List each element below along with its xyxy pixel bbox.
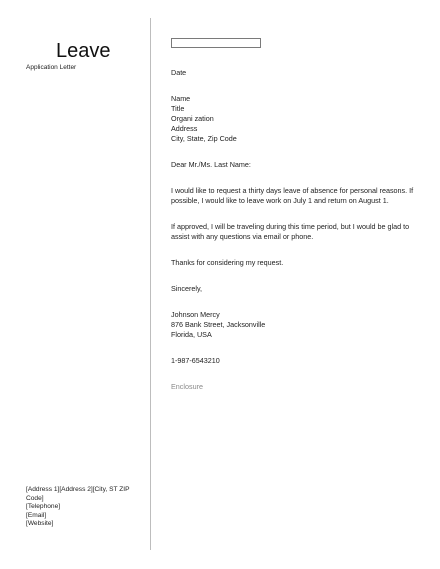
contact-telephone[interactable]: [Telephone] [26,503,61,511]
paragraph-request[interactable]: I would like to request a thirty days leave of absence for personal reasons. If possible, I would like to leave work on July 1 and return on August 1. [171,186,414,205]
recipient-organization[interactable]: Organi zation [171,114,214,123]
paragraph-thanks[interactable]: Thanks for considering my request. [171,258,284,267]
sidebar [0,0,150,569]
vertical-divider [150,18,151,550]
contact-block [26,486,138,529]
recipient-name[interactable]: Name [171,94,191,103]
date-line[interactable]: Date [171,68,187,77]
contact-email[interactable]: [Email] [26,511,47,519]
sender-street[interactable]: 876 Bank Street, Jacksonville [171,320,266,329]
letter-body [171,38,419,408]
salutation[interactable]: Dear Mr./Ms. Last Name: [171,160,251,169]
closing[interactable]: Sincerely, [171,284,203,293]
sender-city-country[interactable]: Florida, USA [171,330,212,339]
sender-phone[interactable]: 1-987-6543210 [171,356,220,365]
contact-website[interactable]: [Website] [26,520,54,528]
contact-address[interactable]: [Address 1][Address 2][City, ST ZIP Code] [26,486,130,502]
recipient-address[interactable]: Address [171,124,198,133]
document-title: Leave [56,40,111,62]
sender-block [171,310,419,340]
sender-name[interactable]: Johnson Mercy [171,310,220,319]
document-subtitle: Application Letter [26,64,77,71]
recipient-title[interactable]: Title [171,104,185,113]
enclosure-note[interactable]: Enclosure [171,382,203,391]
recipient-city-state-zip[interactable]: City, State, Zip Code [171,134,237,143]
date-input-box[interactable] [171,38,261,48]
recipient-block [171,94,419,144]
paragraph-travel[interactable]: If approved, I will be traveling during this time period, but I would be glad to assist with any questions via email or phone. [171,222,410,241]
